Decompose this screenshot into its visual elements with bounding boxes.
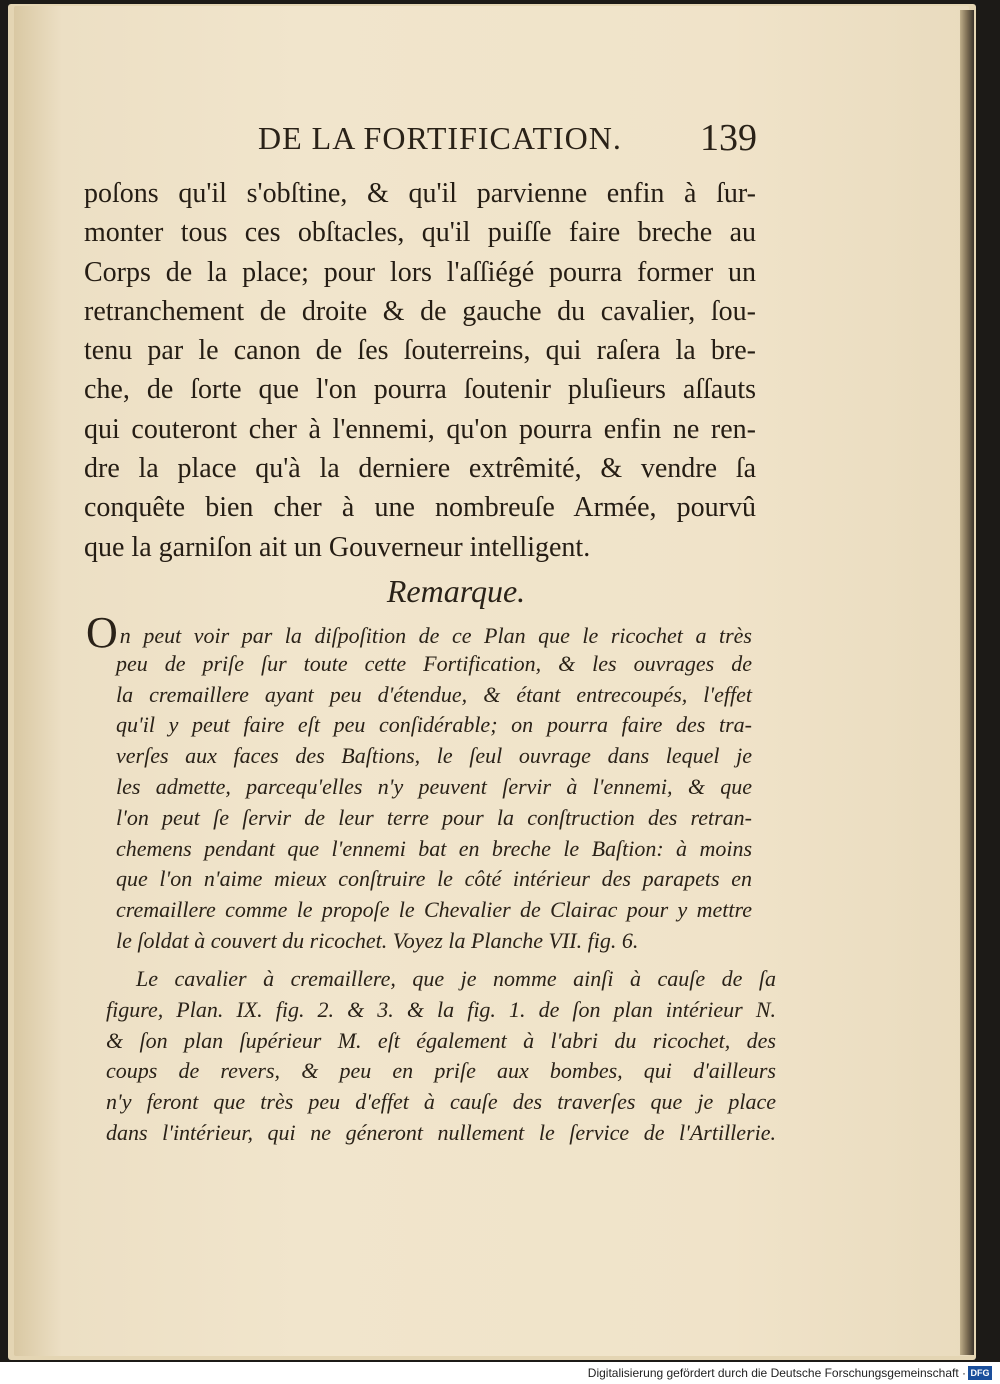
remark-line: n'y feront que très peu d'effet à cauſe des traverſes que je place — [106, 1089, 776, 1115]
body-line: conquête bien cher à une nombreuſe Armée, pourvû — [84, 492, 756, 524]
page-header — [0, 114, 1000, 164]
remark-line: & ſon plan ſupérieur M. eſt également à l'abri du ricochet, des — [106, 1027, 776, 1053]
page-edge — [960, 10, 974, 1355]
remark-line: cremaillere comme le propoſe le Chevalier de Clairac pour y mettre — [116, 897, 752, 923]
body-line: retranchement de droite & de gauche du cavalier, ſou- — [84, 295, 756, 327]
remark-line — [86, 608, 752, 657]
funding-credit: Digitalisierung gefördert durch die Deutsche Forschungsgemeinschaft · — [587, 1366, 966, 1380]
running-head: DE LA FORTIFICATION. — [258, 120, 622, 156]
page-number: 139 — [700, 117, 757, 159]
body-line: che, de ſorte que l'on pourra ſoutenir pluſieurs aſſauts — [84, 374, 756, 406]
remark-line: chemens pendant que l'ennemi bat en breche le Baſtion: à moins — [116, 835, 752, 861]
remark-line: peu de priſe ſur toute cette Fortification, & les ouvrages de — [116, 650, 752, 676]
dfg-logo: DFG — [968, 1366, 992, 1380]
body-line: que la garniſon ait un Gouverneur intelligent. — [84, 531, 591, 563]
drop-cap: O — [86, 608, 118, 657]
remark-line: le ſoldat à couvert du ricochet. Voyez la Planche VII. fig. 6. — [116, 927, 639, 953]
remark-line: qu'il y peut faire eſt peu conſidérable; on pourra faire des tra- — [116, 712, 752, 738]
body-line: tenu par le canon de ſes ſouterreins, qui raſera la bre- — [84, 335, 756, 367]
remark-line-text: n peut voir par la diſpoſition de ce Plan que le ricochet a très — [119, 623, 752, 648]
body-line: qui couteront cher à l'ennemi, qu'on pourra enfin ne ren- — [84, 413, 756, 445]
remark-line: figure, Plan. IX. fig. 2. & 3. & la fig. 1. de ſon plan intérieur N. — [106, 996, 776, 1022]
remark-line: l'on peut ſe ſervir de leur terre pour la conſtruction des retran- — [116, 804, 752, 830]
remark-paragraph-2 — [106, 964, 776, 1149]
body-line: poſons qu'il s'obſtine, & qu'il parvienne enfin à ſur- — [84, 178, 756, 209]
remark-line: dans l'intérieur, qui ne géneront nullement le ſervice de l'Artillerie. — [106, 1119, 776, 1145]
body-line: dre la place qu'à la derniere extrêmité, & vendre ſa — [84, 453, 756, 485]
remark-heading — [0, 573, 1000, 610]
footer-bar — [0, 1362, 1000, 1384]
remark-line: verſes aux faces des Baſtions, le ſeul ouvrage dans lequel je — [116, 743, 752, 769]
remark-line: que l'on n'aime mieux conſtruire le côté intérieur des parapets en — [116, 866, 752, 892]
body-line: Corps de la place; pour lors l'aſſiégé pourra former un — [84, 256, 756, 288]
remark-title: Remarque. — [386, 573, 526, 609]
remark-line: la cremaillere ayant peu d'étendue, & étant entrecoupés, l'effet — [116, 681, 752, 707]
remark-line: coups de revers, & peu en priſe aux bombes, qui d'ailleurs — [106, 1058, 776, 1084]
remark-line: les admette, parcequ'elles n'y peuvent ſervir à l'ennemi, & que — [116, 773, 752, 799]
body-line: monter tous ces obſtacles, qu'il puiſſe faire breche au — [84, 217, 756, 249]
remark-paragraph-1 — [86, 608, 752, 957]
remark-line: Le cavalier à cremaillere, que je nomme ainſi à cauſe de ſa — [136, 966, 776, 991]
body-paragraph — [84, 174, 756, 567]
